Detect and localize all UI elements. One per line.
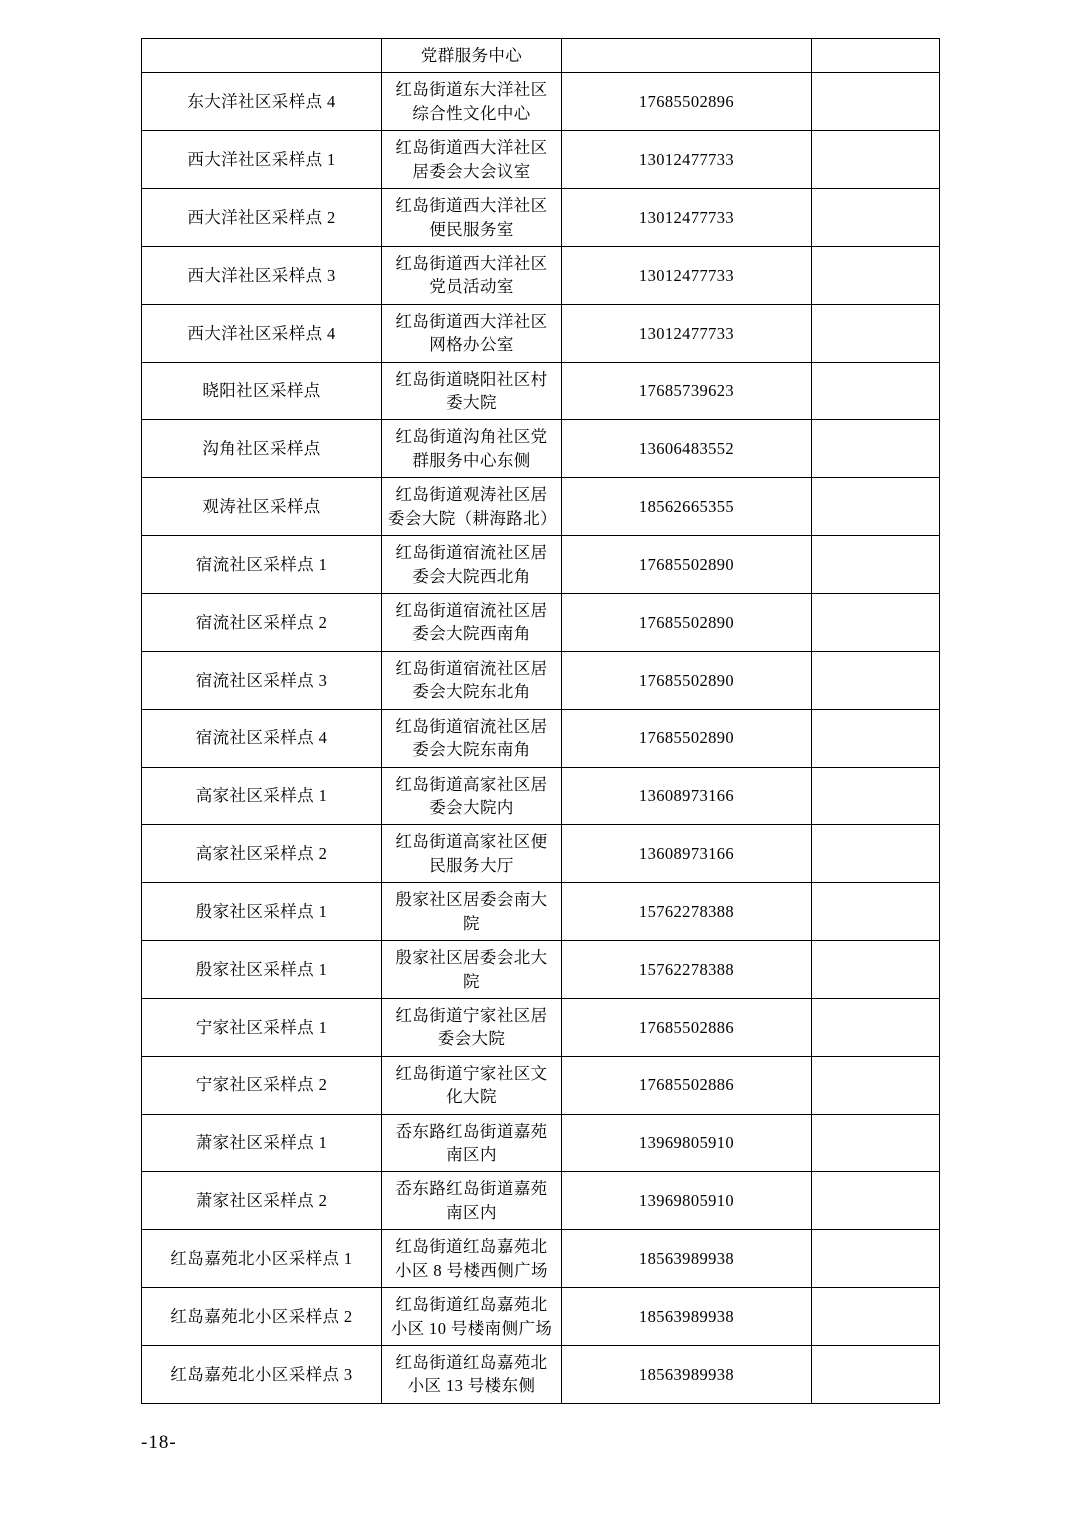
cell-note [812, 536, 940, 594]
cell-note [812, 883, 940, 941]
cell-address: 红岛街道观涛社区居委会大院（耕海路北） [382, 478, 562, 536]
cell-phone: 13012477733 [562, 189, 812, 247]
cell-address: 红岛街道晓阳社区村委大院 [382, 362, 562, 420]
cell-phone: 17685502890 [562, 594, 812, 652]
cell-note [812, 1172, 940, 1230]
table-row [142, 420, 940, 478]
cell-phone: 13012477733 [562, 304, 812, 362]
table-row [142, 709, 940, 767]
cell-note [812, 304, 940, 362]
cell-address: 红岛街道沟角社区党群服务中心东侧 [382, 420, 562, 478]
table-row [142, 304, 940, 362]
table-row [142, 825, 940, 883]
cell-site-name: 西大洋社区采样点 4 [142, 304, 382, 362]
cell-site-name: 西大洋社区采样点 2 [142, 189, 382, 247]
table-row [142, 39, 940, 73]
table-row [142, 131, 940, 189]
table-row [142, 594, 940, 652]
table-row [142, 998, 940, 1056]
cell-address: 红岛街道宿流社区居委会大院东北角 [382, 651, 562, 709]
table-row [142, 73, 940, 131]
cell-site-name: 红岛嘉苑北小区采样点 1 [142, 1230, 382, 1288]
cell-note [812, 246, 940, 304]
table-row [142, 536, 940, 594]
cell-address: 殷家社区居委会北大院 [382, 941, 562, 999]
cell-address: 红岛街道西大洋社区居委会大会议室 [382, 131, 562, 189]
sampling-points-table-container [141, 38, 939, 1404]
cell-site-name: 殷家社区采样点 1 [142, 941, 382, 999]
cell-address: 红岛街道高家社区居委会大院内 [382, 767, 562, 825]
cell-site-name: 殷家社区采样点 1 [142, 883, 382, 941]
cell-note [812, 941, 940, 999]
cell-phone: 15762278388 [562, 941, 812, 999]
cell-site-name: 红岛嘉苑北小区采样点 2 [142, 1288, 382, 1346]
cell-address: 红岛街道西大洋社区便民服务室 [382, 189, 562, 247]
cell-note [812, 478, 940, 536]
cell-address: 红岛街道宁家社区文化大院 [382, 1056, 562, 1114]
cell-note [812, 651, 940, 709]
cell-address: 岙东路红岛街道嘉苑南区内 [382, 1114, 562, 1172]
cell-site-name: 晓阳社区采样点 [142, 362, 382, 420]
cell-phone: 17685502886 [562, 998, 812, 1056]
cell-phone: 13608973166 [562, 825, 812, 883]
cell-site-name: 高家社区采样点 1 [142, 767, 382, 825]
cell-phone: 17685502890 [562, 651, 812, 709]
table-row [142, 767, 940, 825]
cell-note [812, 709, 940, 767]
table-row [142, 1056, 940, 1114]
cell-phone [562, 39, 812, 73]
cell-note [812, 1056, 940, 1114]
cell-site-name: 宿流社区采样点 2 [142, 594, 382, 652]
cell-site-name: 沟角社区采样点 [142, 420, 382, 478]
cell-address: 红岛街道西大洋社区网格办公室 [382, 304, 562, 362]
cell-note [812, 1230, 940, 1288]
table-row [142, 478, 940, 536]
cell-address: 红岛街道西大洋社区党员活动室 [382, 246, 562, 304]
table-row [142, 246, 940, 304]
table-row [142, 1345, 940, 1403]
cell-phone: 17685502896 [562, 73, 812, 131]
cell-phone: 18562665355 [562, 478, 812, 536]
cell-phone: 17685502890 [562, 536, 812, 594]
table-row [142, 941, 940, 999]
cell-phone: 18563989938 [562, 1288, 812, 1346]
cell-note [812, 998, 940, 1056]
table-row [142, 1114, 940, 1172]
cell-address: 红岛街道红岛嘉苑北小区 10 号楼南侧广场 [382, 1288, 562, 1346]
cell-phone: 13608973166 [562, 767, 812, 825]
cell-phone: 15762278388 [562, 883, 812, 941]
cell-site-name: 高家社区采样点 2 [142, 825, 382, 883]
sampling-points-table [141, 38, 940, 1404]
cell-site-name: 西大洋社区采样点 3 [142, 246, 382, 304]
cell-note [812, 189, 940, 247]
cell-address: 红岛街道东大洋社区综合性文化中心 [382, 73, 562, 131]
cell-note [812, 594, 940, 652]
cell-site-name: 宿流社区采样点 4 [142, 709, 382, 767]
cell-address: 红岛街道宁家社区居委会大院 [382, 998, 562, 1056]
cell-address: 红岛街道红岛嘉苑北小区 8 号楼西侧广场 [382, 1230, 562, 1288]
cell-note [812, 420, 940, 478]
cell-phone: 18563989938 [562, 1345, 812, 1403]
cell-site-name [142, 39, 382, 73]
cell-phone: 17685502890 [562, 709, 812, 767]
cell-address: 红岛街道高家社区便民服务大厅 [382, 825, 562, 883]
table-row [142, 1172, 940, 1230]
cell-site-name: 萧家社区采样点 1 [142, 1114, 382, 1172]
cell-note [812, 1345, 940, 1403]
cell-site-name: 红岛嘉苑北小区采样点 3 [142, 1345, 382, 1403]
cell-phone: 18563989938 [562, 1230, 812, 1288]
table-body [142, 39, 940, 1404]
cell-address: 岙东路红岛街道嘉苑南区内 [382, 1172, 562, 1230]
cell-address: 红岛街道红岛嘉苑北小区 13 号楼东侧 [382, 1345, 562, 1403]
cell-site-name: 观涛社区采样点 [142, 478, 382, 536]
cell-address: 党群服务中心 [382, 39, 562, 73]
table-row [142, 362, 940, 420]
cell-site-name: 东大洋社区采样点 4 [142, 73, 382, 131]
cell-site-name: 宿流社区采样点 1 [142, 536, 382, 594]
cell-site-name: 宁家社区采样点 2 [142, 1056, 382, 1114]
page-number: -18- [141, 1432, 177, 1453]
cell-phone: 13969805910 [562, 1172, 812, 1230]
cell-site-name: 宿流社区采样点 3 [142, 651, 382, 709]
table-row [142, 1230, 940, 1288]
cell-note [812, 362, 940, 420]
cell-phone: 13012477733 [562, 131, 812, 189]
cell-phone: 13012477733 [562, 246, 812, 304]
cell-phone: 13606483552 [562, 420, 812, 478]
cell-site-name: 宁家社区采样点 1 [142, 998, 382, 1056]
cell-note [812, 767, 940, 825]
cell-address: 红岛街道宿流社区居委会大院东南角 [382, 709, 562, 767]
cell-address: 红岛街道宿流社区居委会大院西北角 [382, 536, 562, 594]
cell-site-name: 萧家社区采样点 2 [142, 1172, 382, 1230]
table-row [142, 651, 940, 709]
cell-address: 殷家社区居委会南大院 [382, 883, 562, 941]
cell-note [812, 131, 940, 189]
cell-note [812, 73, 940, 131]
cell-site-name: 西大洋社区采样点 1 [142, 131, 382, 189]
table-row [142, 883, 940, 941]
cell-note [812, 825, 940, 883]
table-row [142, 189, 940, 247]
table-row [142, 1288, 940, 1346]
cell-phone: 17685502886 [562, 1056, 812, 1114]
cell-phone: 17685739623 [562, 362, 812, 420]
cell-note [812, 1288, 940, 1346]
cell-address: 红岛街道宿流社区居委会大院西南角 [382, 594, 562, 652]
cell-note [812, 39, 940, 73]
cell-phone: 13969805910 [562, 1114, 812, 1172]
cell-note [812, 1114, 940, 1172]
